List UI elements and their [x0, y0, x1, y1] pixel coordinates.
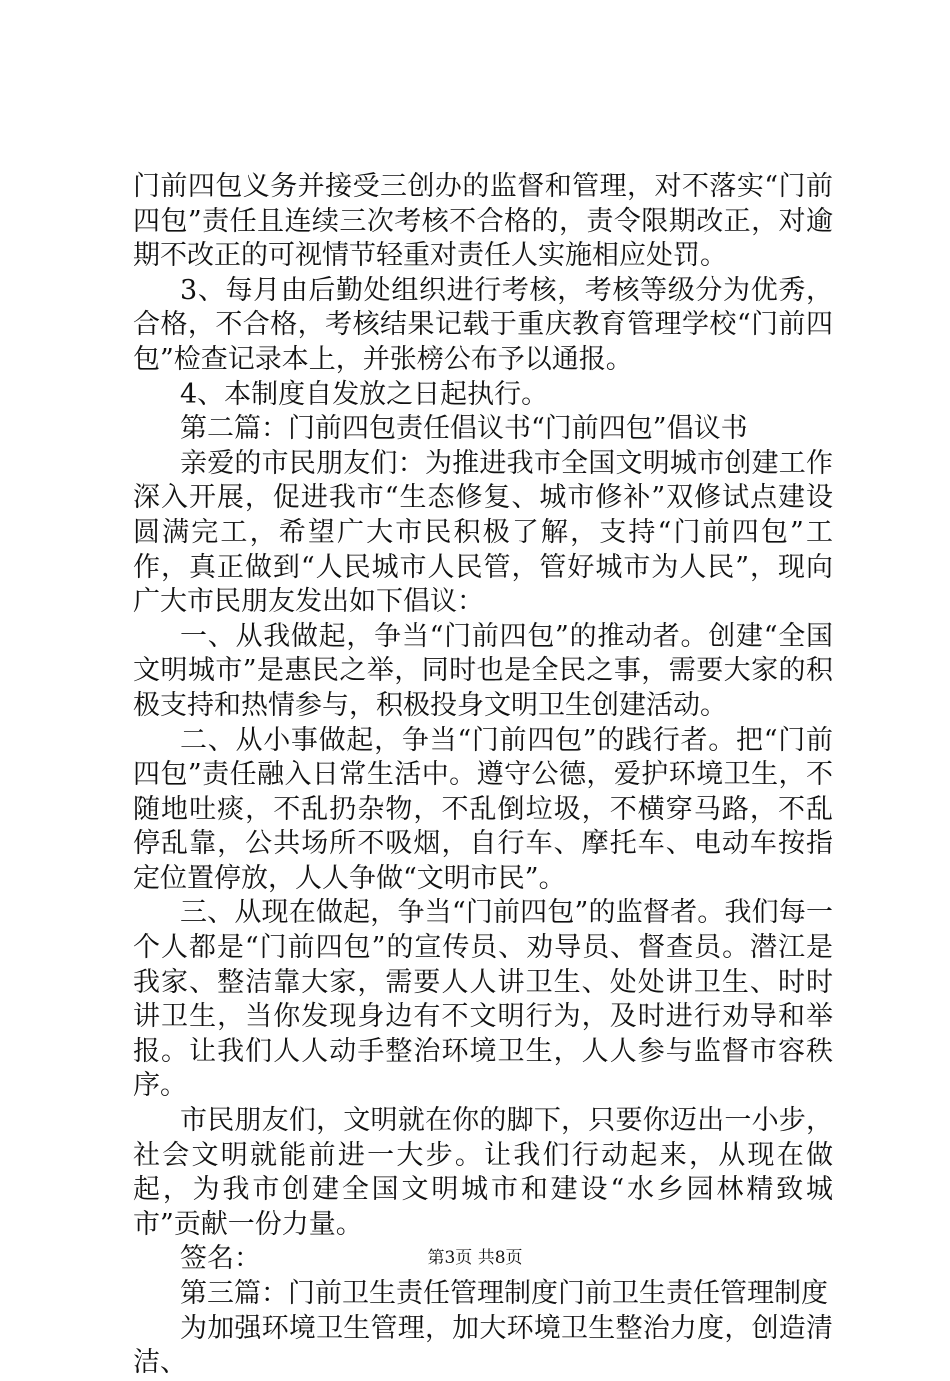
- paragraph: 门前四包义务并接受三创办的监督和管理，对不落实“门前四包”责任且连续三次考核不合格的，责令限期改正，对逾期不改正的可视情节轻重对责任人实施相应处罚。: [133, 171, 833, 272]
- paragraph: 亲爱的市民朋友们：为推进我市全国文明城市创建工作深入开展，促进我市“生态修复、城市修补”双修试点建设圆满完工，希望广大市民积极了解，支持“门前四包”工作，真正做到“人民城市人民管，管好城市为人民”，现向广大市民朋友发出如下倡议：: [133, 447, 833, 618]
- page-number-footer: 第3页 共8页: [427, 1248, 523, 1268]
- section-heading: 第三篇：门前卫生责任管理制度门前卫生责任管理制度: [180, 1278, 828, 1309]
- paragraph: 一、从我做起，争当“门前四包”的推动者。创建“全国文明城市”是惠民之举，同时也是全民之事，需要大家的积极支持和热情参与，积极投身文明卫生创建活动。: [133, 620, 833, 721]
- paragraph: 3、每月由后勤处组织进行考核，考核等级分为优秀，合格，不合格，考核结果记载于重庆教育管理学校“门前四包”检查记录本上，并张榜公布予以通报。: [133, 274, 833, 375]
- document-body: [133, 170, 833, 1381]
- paragraph: 市民朋友们，文明就在你的脚下，只要你迈出一小步，社会文明就能前进一大步。让我们行动起来，从现在做起，为我市创建全国文明城市和建设“水乡园林精致城市”贡献一份力量。: [133, 1105, 833, 1240]
- paragraph: 为加强环境卫生管理，加大环境卫生整治力度，创造清洁、: [133, 1312, 833, 1379]
- paragraph: 二、从小事做起，争当“门前四包”的践行者。把“门前四包”责任融入日常生活中。遵守公德，爱护环境卫生，不随地吐痰，不乱扔杂物，不乱倒垃圾，不横穿马路，不乱停乱靠，公共场所不吸烟，自行车、摩托车、电动车按指定位置停放，人人争做“文明市民”。: [133, 724, 833, 894]
- section-heading: 第二篇：门前四包责任倡议书“门前四包”倡议书: [180, 413, 748, 445]
- paragraph: 4、本制度自发放之日起执行。: [180, 378, 549, 410]
- signature-label: 签名：: [180, 1243, 261, 1275]
- paragraph: 三、从现在做起，争当“门前四包”的监督者。我们每一个人都是“门前四包”的宣传员、劝导员、督查员。潜江是我家、整洁靠大家，需要人人讲卫生、处处讲卫生、时时讲卫生，当你发现身边有不文明行为，及时进行劝导和举报。让我们人人动手整治环境卫生，人人参与监督市容秩序。: [133, 897, 833, 1102]
